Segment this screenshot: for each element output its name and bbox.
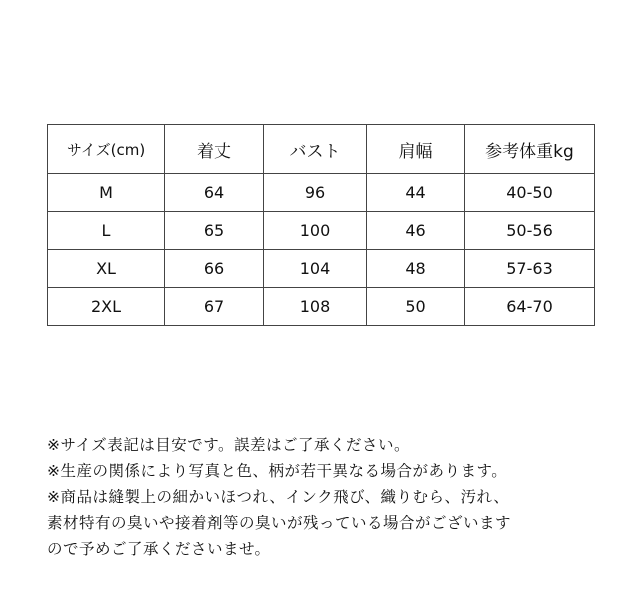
header-shoulder: 肩幅 xyxy=(367,125,465,174)
cell-shoulder: 48 xyxy=(367,250,465,288)
cell-length: 67 xyxy=(165,288,264,326)
cell-length: 65 xyxy=(165,212,264,250)
table-row xyxy=(48,212,595,250)
header-length: 着丈 xyxy=(165,125,264,174)
note-line: ※生産の関係により写真と色、柄が若干異なる場合があります。 xyxy=(47,462,508,480)
size-table xyxy=(47,124,595,326)
cell-shoulder: 46 xyxy=(367,212,465,250)
cell-length: 66 xyxy=(165,250,264,288)
cell-size: L xyxy=(48,212,165,250)
note-line: ※商品は縫製上の細かいほつれ、インク飛び、織りむら、汚れ、 xyxy=(47,488,510,506)
cell-size: M xyxy=(48,174,165,212)
cell-size: 2XL xyxy=(48,288,165,326)
cell-size: XL xyxy=(48,250,165,288)
cell-length: 64 xyxy=(165,174,264,212)
note-line: ので予めご了承くださいませ。 xyxy=(47,540,271,558)
cell-weight: 40-50 xyxy=(465,174,595,212)
cell-bust: 108 xyxy=(264,288,367,326)
table-row xyxy=(48,174,595,212)
header-bust: バスト xyxy=(264,125,367,174)
note-line: 素材特有の臭いや接着剤等の臭いが残っている場合がございます xyxy=(47,514,512,532)
cell-weight: 50-56 xyxy=(465,212,595,250)
notes-block xyxy=(47,432,511,562)
table-header-row xyxy=(48,125,595,174)
table-row xyxy=(48,288,595,326)
note-line: ※サイズ表記は目安です。誤差はご了承ください。 xyxy=(47,436,411,454)
cell-weight: 64-70 xyxy=(465,288,595,326)
cell-bust: 104 xyxy=(264,250,367,288)
cell-shoulder: 50 xyxy=(367,288,465,326)
table-row xyxy=(48,250,595,288)
cell-shoulder: 44 xyxy=(367,174,465,212)
header-size: サイズ(cm) xyxy=(48,125,165,174)
cell-weight: 57-63 xyxy=(465,250,595,288)
cell-bust: 96 xyxy=(264,174,367,212)
cell-bust: 100 xyxy=(264,212,367,250)
header-weight: 参考体重kg xyxy=(465,125,595,174)
